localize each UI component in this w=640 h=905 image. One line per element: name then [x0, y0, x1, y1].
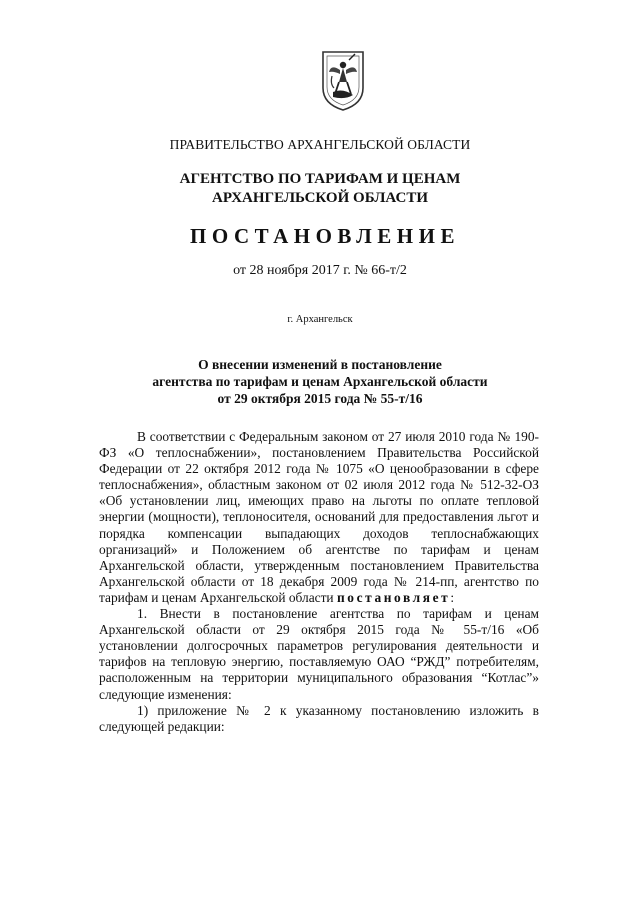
resolves-word: постановляет [336, 589, 451, 605]
agency-line-1: АГЕНТСТВО ПО ТАРИФАМ И ЦЕНАМ [179, 171, 461, 187]
coat-of-arms-icon [319, 48, 367, 112]
title-line-2: агентства по тарифам и ценам Архангельской области [152, 374, 488, 389]
preamble-end: : [450, 589, 455, 605]
preamble-text: В соответствии с Федеральным законом от 27 июля 2010 года № 190-ФЗ «О теплоснабжении», постановлением Правительства Российской Федерации от 22 октября 2012 года № 1075 «О ценообразовании в сфере теплоснабжения», областным законом от 02 июля 2012 года № 512-32-ОЗ «Об установлении лиц, имеющих право на льготы по оплате тепловой энергии (мощности), теплоносителя, оснований для предоставления льгот и порядка компенсации выпадающих доходов теплоснабжающих организаций» и Положением об агентстве по тарифам и ценам Архангельской области, утвержденным постановлением Правительства Архангельской области от 18 декабря 2009 года № 214-пп, агентство по тарифам и ценам Архангельской области [99, 429, 539, 605]
title-line-3: от 29 октября 2015 года № 55-т/16 [217, 391, 423, 406]
item-1-paragraph: 1. Внести в постановление агентства по тарифам и ценам Архангельской области от 29 октября 2015 года № 55-т/16 «Об установлении долгосрочных параметров регулирования деятельности и тарифов на тепловую энергию, поставляемую ОАО “РЖД” потребителям, расположенным на территории муниципального образования “Котлас”» следующие изменения: [99, 606, 539, 702]
item-1-1-paragraph: 1) приложение № 2 к указанному постановлению изложить в следующей редакции: [99, 702, 539, 734]
government-name: ПРАВИТЕЛЬСТВО АРХАНГЕЛЬСКОЙ ОБЛАСТИ [169, 137, 471, 152]
document-type: ПОСТАНОВЛЕНИЕ [190, 224, 460, 248]
document-body [99, 429, 539, 735]
document-date-number: от 28 ноября 2017 г. № 66-т/2 [233, 263, 407, 278]
title-line-1: О внесении изменений в постановление [198, 357, 442, 372]
preamble-paragraph [99, 429, 539, 606]
document-city: г. Архангельск [287, 314, 353, 325]
agency-name [0, 170, 640, 208]
document-title [0, 356, 640, 407]
agency-line-2: АРХАНГЕЛЬСКОЙ ОБЛАСТИ [212, 190, 428, 206]
